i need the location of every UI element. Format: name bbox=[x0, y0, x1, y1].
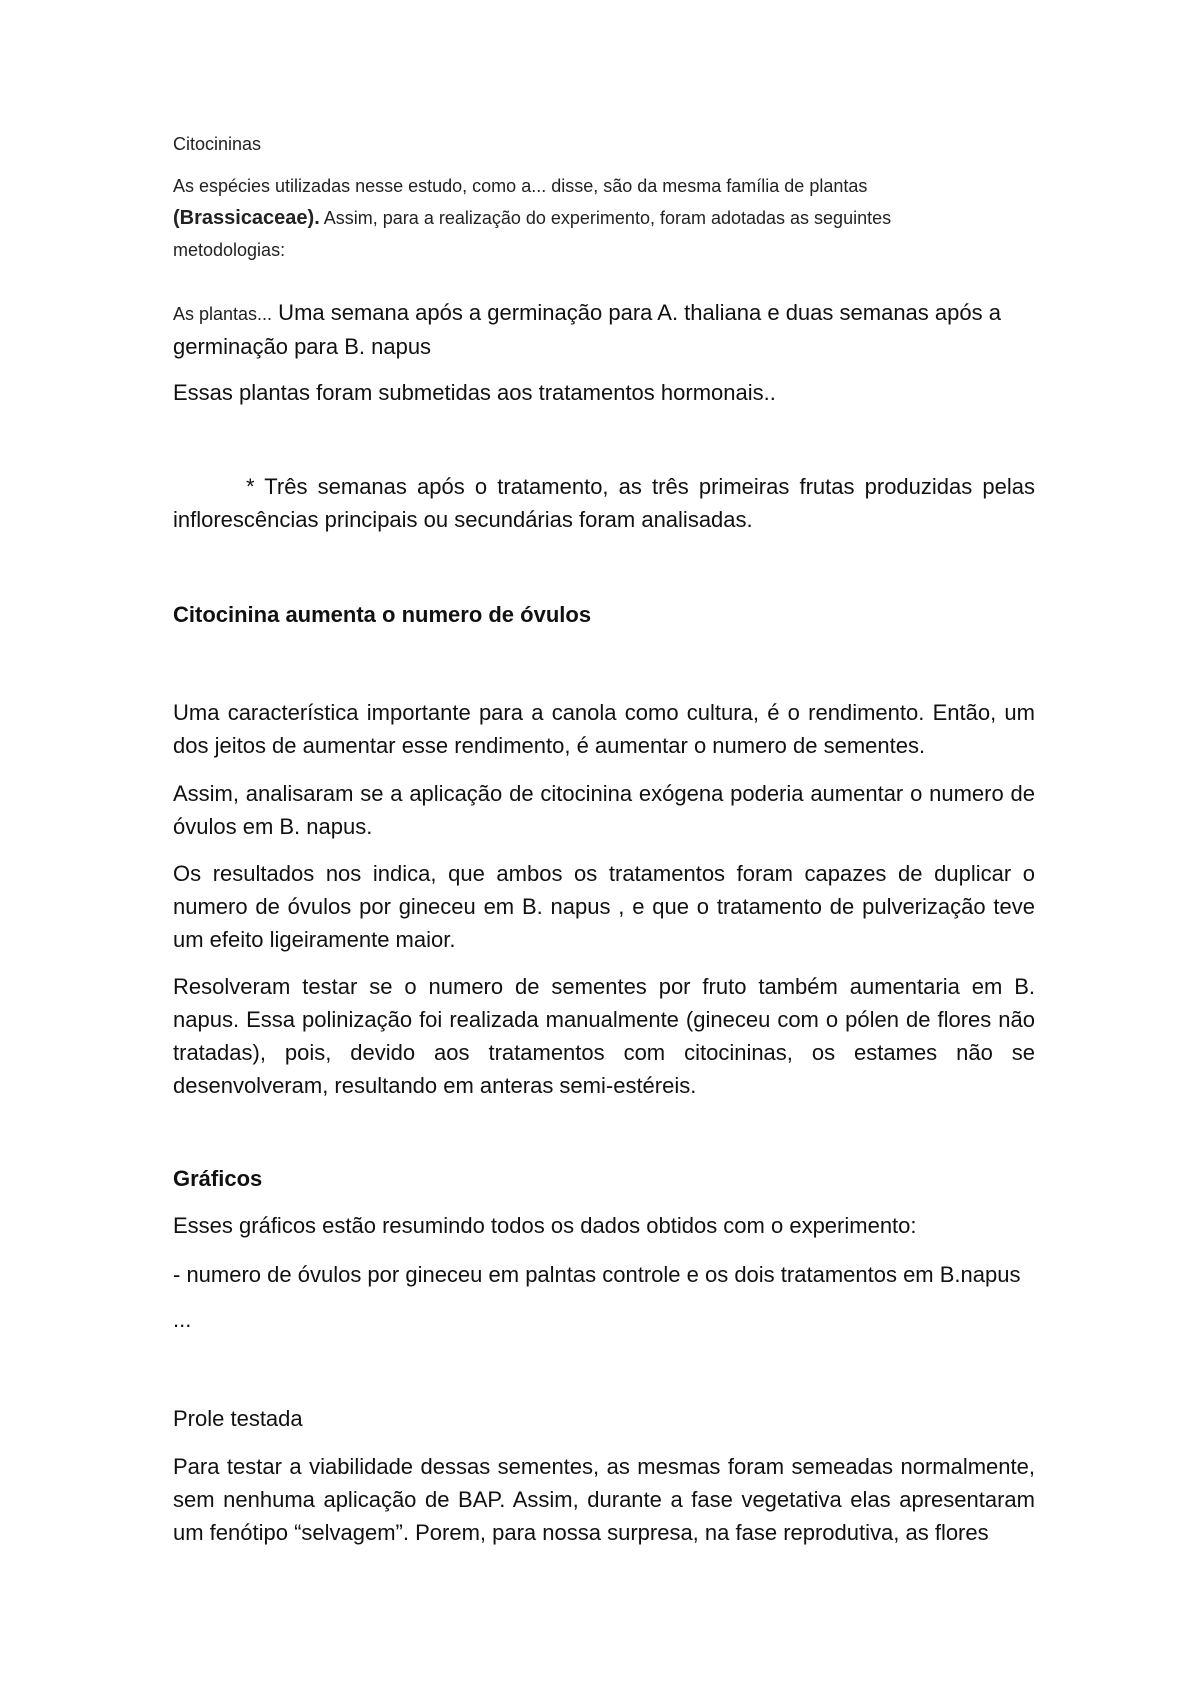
paragraph-tres-semanas-text: * Três semanas após o tratamento, as três primeiras frutas produzidas pelas inflorescências principais ou secundárias foram analisadas. bbox=[173, 474, 1035, 532]
paragraph-analisaram: Assim, analisaram se a aplicação de citocinina exógena poderia aumentar o numero de óvulos em B. napus. bbox=[173, 781, 1035, 839]
heading-graficos: Gráficos bbox=[173, 1166, 263, 1191]
ellipsis: ... bbox=[173, 1307, 192, 1332]
paragraph-resolveram: Resolveram testar se o numero de sementes por fruto também aumentaria em B. napus. Essa polinização foi realizada manualmente (gineceu com o pólen de flores não tratadas), pois, devido aos tratamentos com citocininas, os estames não se desenvolveram, resultando em anteras semi-estéreis. bbox=[173, 974, 1035, 1098]
paragraph-especies bbox=[173, 170, 1035, 266]
paragraph-tres-semanas bbox=[173, 470, 1035, 536]
paragraph-numero-ovulos: - numero de óvulos por gineceu em palntas controle e os dois tratamentos em B.napus bbox=[173, 1262, 1021, 1287]
brassicaceae-term: (Brassicaceae). bbox=[173, 207, 320, 229]
paragraph-plantas-line2: germinação para B. napus bbox=[173, 334, 432, 359]
paragraph-especies-line2-rest: Assim, para a realização do experimento, foram adotadas as seguintes bbox=[319, 208, 892, 228]
paragraph-tratamentos: Essas plantas foram submetidas aos tratamentos hormonais.. bbox=[173, 380, 776, 405]
paragraph-viabilidade: Para testar a viabilidade dessas sementes, as mesmas foram semeadas normalmente, sem nenhuma aplicação de BAP. Assim, durante a fase vegetativa elas apresentaram um fenótipo “selvagem”. Porem, para nossa surpresa, na fase reprodutiva, as flores bbox=[173, 1454, 1035, 1545]
paragraph-resultados: Os resultados nos indica, que ambos os tratamentos foram capazes de duplicar o numero de óvulos por gineceu em B. napus , e que o tratamento de pulverização teve um efeito ligeiramente maior. bbox=[173, 861, 1035, 952]
plantas-prefix: As plantas... bbox=[173, 304, 273, 324]
heading-prole-testada: Prole testada bbox=[173, 1406, 303, 1431]
paragraph-plantas bbox=[173, 296, 1035, 363]
heading-citocinina-ovulos: Citocinina aumenta o numero de óvulos bbox=[173, 602, 592, 627]
paragraph-caracteristica: Uma característica importante para a canola como cultura, é o rendimento. Então, um dos jeitos de aumentar esse rendimento, é aumentar o numero de sementes. bbox=[173, 700, 1035, 758]
paragraph-plantas-line1 bbox=[173, 296, 1035, 330]
plantas-line1-rest: Uma semana após a germinação para A. thaliana e duas semanas após a bbox=[272, 300, 1001, 325]
document-page bbox=[173, 0, 1035, 1698]
paragraph-especies-line3: metodologias: bbox=[173, 240, 286, 260]
heading-citocininas: Citocininas bbox=[173, 134, 262, 154]
paragraph-especies-line2 bbox=[173, 202, 1035, 234]
paragraph-esses-graficos: Esses gráficos estão resumindo todos os dados obtidos com o experimento: bbox=[173, 1213, 917, 1238]
paragraph-especies-line1: As espécies utilizadas nesse estudo, como a... disse, são da mesma família de plantas bbox=[173, 176, 868, 196]
